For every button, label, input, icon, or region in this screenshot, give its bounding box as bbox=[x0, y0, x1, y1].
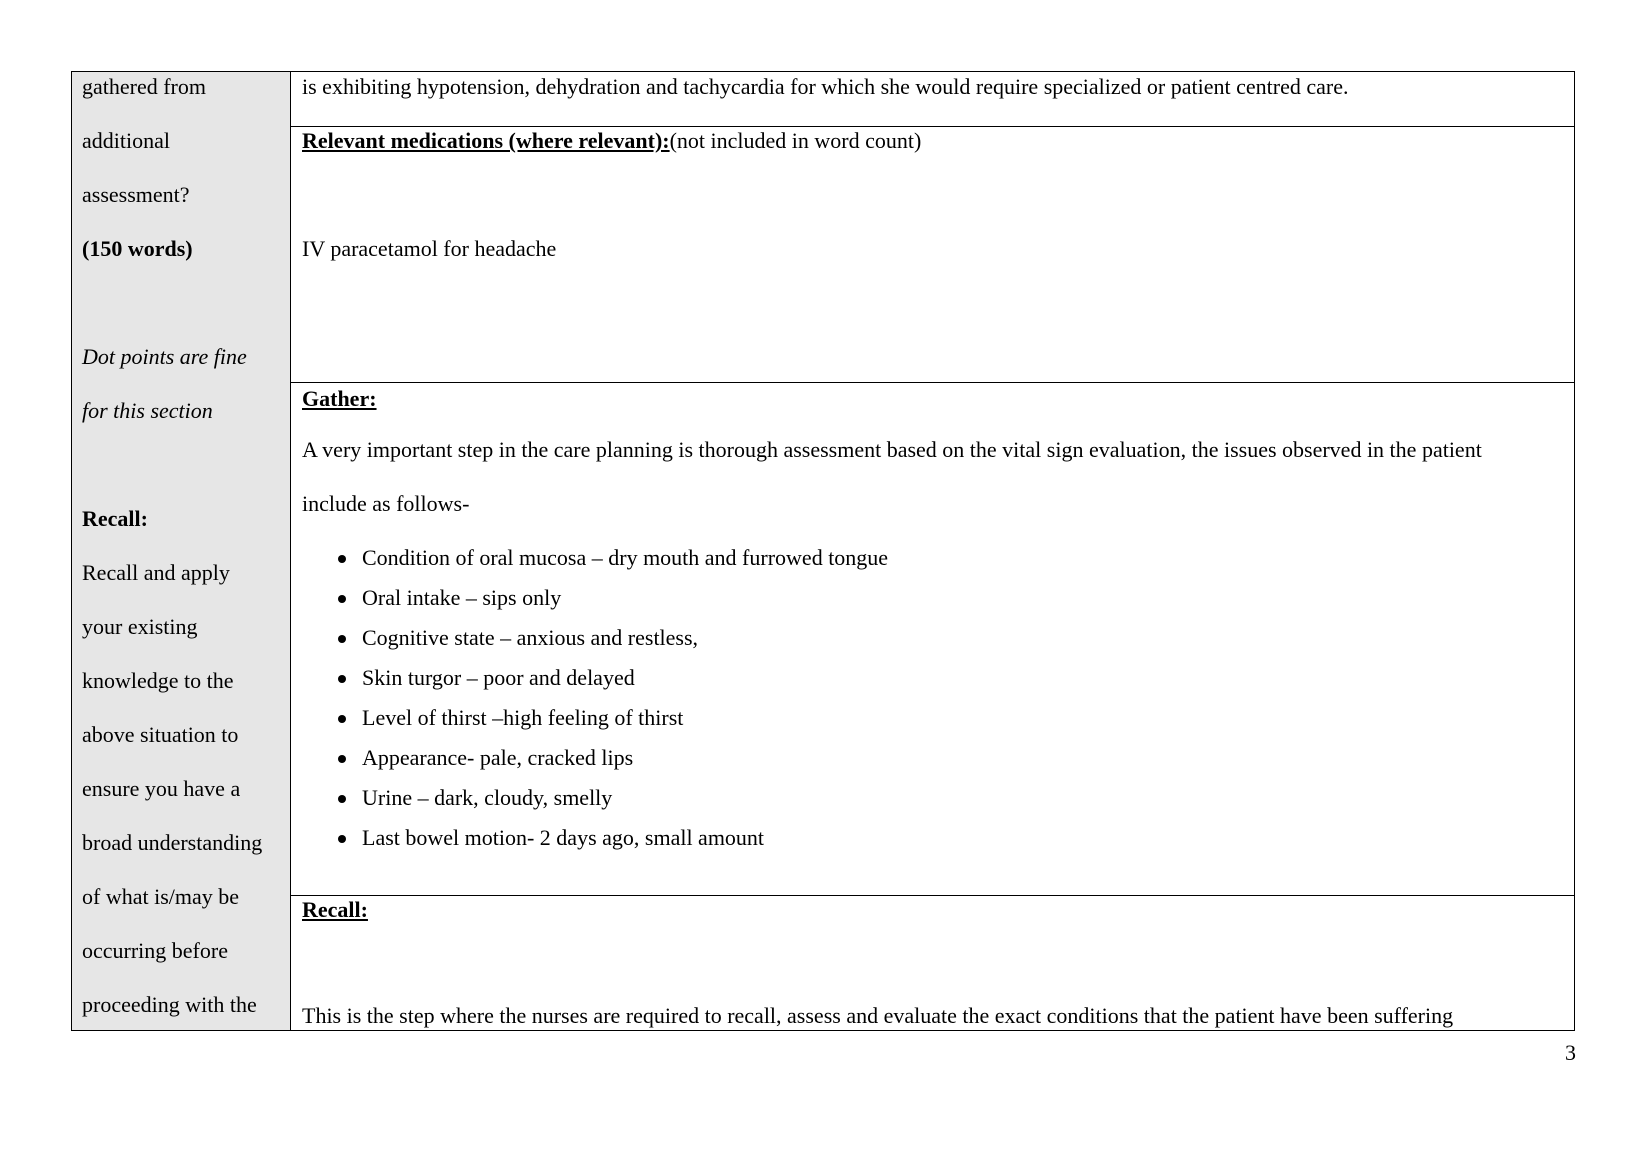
dot-points-note: for this section bbox=[82, 398, 213, 423]
list-item-text: Condition of oral mucosa – dry mouth and furrowed tongue bbox=[362, 545, 889, 570]
bullet-icon bbox=[338, 755, 346, 763]
recall-heading: Recall: bbox=[302, 897, 368, 922]
recall-prompt-line: ensure you have a bbox=[82, 776, 241, 801]
bullet-icon bbox=[338, 675, 346, 683]
list-item-text: Level of thirst –high feeling of thirst bbox=[362, 705, 684, 730]
recall-prompt-line: your existing bbox=[82, 614, 198, 639]
recall-prompt-line: of what is/may be bbox=[82, 884, 240, 909]
dot-points-note: Dot points are fine bbox=[82, 344, 247, 369]
gather-intro: A very important step in the care planning is thorough assessment based on the vital sign evaluation, the issues observed in the patient bbox=[302, 437, 1482, 462]
list-item-text: Oral intake – sips only bbox=[362, 585, 562, 610]
assessment-text: is exhibiting hypotension, dehydration and tachycardia for which she would require specialized or patient centred care. bbox=[302, 74, 1349, 99]
list-item-text: Last bowel motion- 2 days ago, small amount bbox=[362, 825, 765, 850]
list-item-text: Urine – dark, cloudy, smelly bbox=[362, 785, 613, 810]
bullet-icon bbox=[338, 715, 346, 723]
medications-heading-line bbox=[302, 128, 921, 154]
prompt-line: additional bbox=[82, 128, 170, 153]
recall-prompt-line: above situation to bbox=[82, 722, 239, 747]
bullet-icon bbox=[338, 595, 346, 603]
bullet-icon bbox=[338, 635, 346, 643]
bullet-icon bbox=[338, 835, 346, 843]
bullet-icon bbox=[338, 555, 346, 563]
prompt-column bbox=[72, 72, 291, 1030]
assessment-cell bbox=[291, 72, 1574, 127]
word-limit: (150 words) bbox=[82, 236, 193, 261]
medications-heading: Relevant medications (where relevant): bbox=[302, 128, 670, 153]
bullet-icon bbox=[338, 795, 346, 803]
recall-prompt-line: broad understanding bbox=[82, 830, 263, 855]
medications-note: (not included in word count) bbox=[669, 128, 922, 153]
list-item-text: Appearance- pale, cracked lips bbox=[362, 745, 634, 770]
recall-prompt-heading: Recall: bbox=[82, 506, 148, 531]
recall-cell bbox=[291, 896, 1574, 1030]
medications-cell bbox=[291, 127, 1574, 383]
gather-heading: Gather: bbox=[302, 386, 377, 411]
recall-text: This is the step where the nurses are required to recall, assess and evaluate the exact conditions that the patient have been suffering bbox=[302, 1003, 1454, 1028]
recall-prompt-line: knowledge to the bbox=[82, 668, 234, 693]
recall-prompt-line: proceeding with the bbox=[82, 992, 257, 1017]
list-item-text: Cognitive state – anxious and restless, bbox=[362, 625, 699, 650]
gather-cell bbox=[291, 383, 1574, 896]
list-item-text: Skin turgor – poor and delayed bbox=[362, 665, 635, 690]
recall-prompt-line: occurring before bbox=[82, 938, 228, 963]
page-number: 3 bbox=[1565, 1040, 1576, 1065]
recall-prompt-line: Recall and apply bbox=[82, 560, 230, 585]
gather-intro: include as follows- bbox=[302, 491, 470, 516]
prompt-line: assessment? bbox=[82, 182, 190, 207]
assessment-table bbox=[71, 71, 1575, 1031]
prompt-line: gathered from bbox=[82, 74, 206, 99]
response-column bbox=[291, 72, 1574, 1030]
medication-entry: IV paracetamol for headache bbox=[302, 236, 557, 261]
